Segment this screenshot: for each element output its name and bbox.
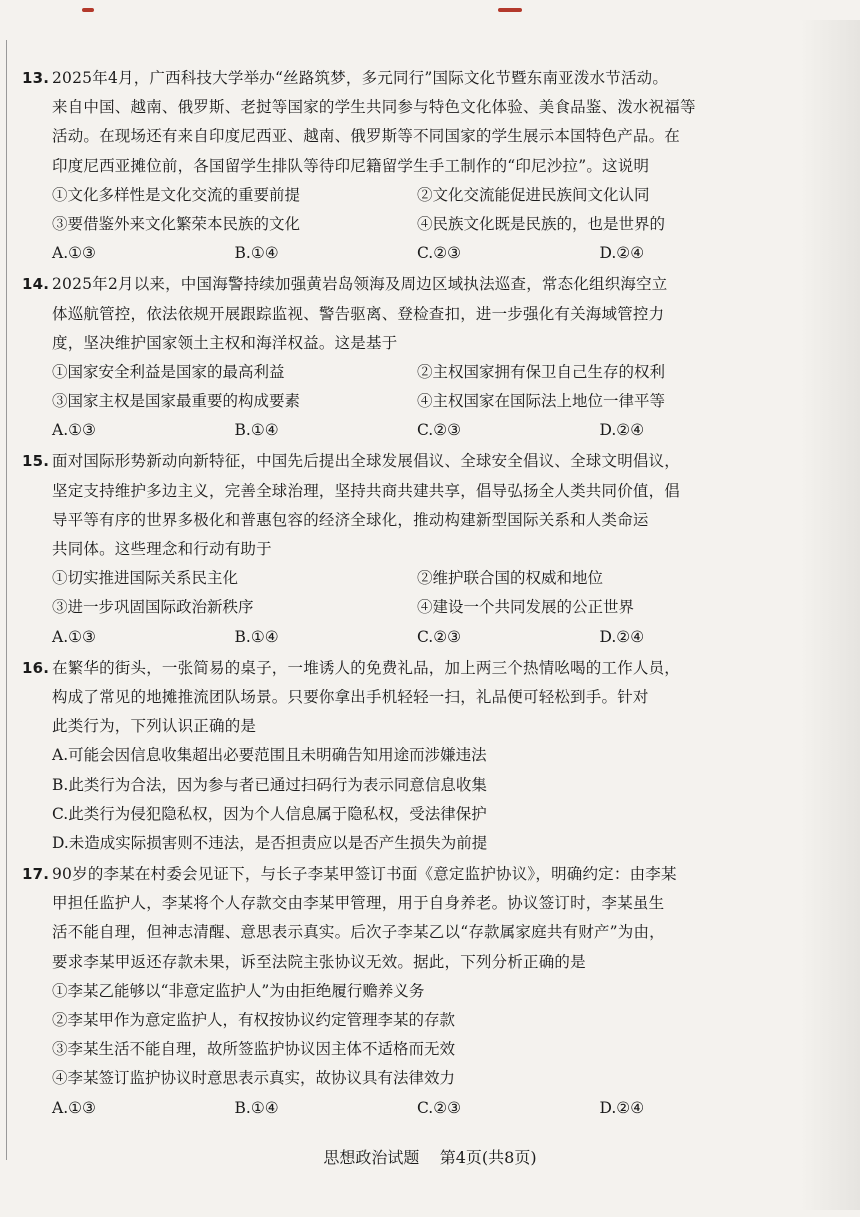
question-stem	[22, 654, 782, 742]
statement-2: ②主权国家拥有保卫自己生存的权利	[417, 362, 666, 381]
statement-1: ①文化多样性是文化交流的重要前提	[52, 185, 301, 204]
statement-2: ②维护联合国的权威和地位	[417, 569, 604, 588]
top-mark-left	[82, 8, 94, 12]
stem-line: 体巡航管控，依法依规开展跟踪监视、警告驱离、登检查扣，进一步强化有关海域管控力	[52, 304, 665, 323]
statement-3: ③进一步巩固国际政治新秩序	[52, 598, 254, 617]
statement-4: ④李某签订监护协议时意思表示真实，故协议具有法律效力	[52, 1069, 456, 1088]
choice-a: A.①③	[52, 1098, 96, 1117]
statement-1: ①切实推进国际关系民主化	[52, 569, 239, 588]
choice-b: B.①④	[234, 244, 279, 263]
choice-a: A.①③	[52, 244, 96, 263]
page-footer	[0, 1145, 860, 1168]
choice-b: B.①④	[234, 627, 279, 646]
choice-d: D.②④	[599, 421, 645, 440]
choice-d: D.②④	[599, 244, 645, 263]
stem-line: 在繁华的街头，一张简易的桌子，一堆诱人的免费礼品，加上两三个热情吆喝的工作人员，	[52, 658, 681, 677]
question-17	[22, 860, 782, 1123]
statement-2: ②李某甲作为意定监护人，有权按协议约定管理李某的存款	[52, 1011, 456, 1029]
stem-line: 2025年2月以来，中国海警持续加强黄岩岛领海及周边区域执法巡查，常态化组织海空立	[52, 275, 668, 294]
question-14	[22, 270, 782, 445]
stem-line: 要求李某甲返还存款未果，诉至法院主张协议无效。据此，下列分析正确的是	[52, 952, 586, 971]
question-13	[22, 64, 782, 268]
choice-c: C.②③	[417, 421, 462, 440]
stem-line: 活不能自理，但神志清醒、意思表示真实。后次子李某乙以“存款属家庭共有财产”为由，	[52, 923, 665, 942]
choice-d: D.②④	[599, 627, 645, 646]
top-mark-right	[498, 8, 522, 12]
question-stem	[22, 270, 782, 358]
option-c: C.此类行为侵犯隐私权，因为个人信息属于隐私权，受法律保护	[52, 804, 487, 823]
stem-line: 90岁的李某在村委会见证下，与长子李某甲签订书面《意定监护协议》，明确约定：由李某	[52, 865, 677, 884]
questions-area	[22, 64, 782, 1125]
choice-d: D.②④	[599, 1098, 645, 1117]
stem-line: 度，坚决维护国家领土主权和海洋权益。这是基于	[52, 333, 398, 352]
stem-line: 来自中国、越南、俄罗斯、老挝等国家的学生共同参与特色文化体验、美食品鉴、泼水祝福等	[52, 98, 696, 117]
statement-4: ④主权国家在国际法上地位一律平等	[417, 392, 666, 411]
statement-row	[22, 210, 782, 239]
stem-line: 2025年4月，广西科技大学举办“丝路筑梦，多元同行”国际文化节暨东南亚泼水节活动。	[52, 69, 669, 87]
question-stem	[22, 860, 782, 977]
statement-4: ④建设一个共同发展的公正世界	[417, 598, 635, 617]
stem-line: 此类行为，下列认识正确的是	[52, 717, 257, 736]
statement-row	[22, 593, 782, 622]
question-number: 16.	[22, 658, 50, 677]
statement-3: ③要借鉴外来文化繁荣本民族的文化	[52, 214, 301, 233]
choice-b: B.①④	[234, 1098, 279, 1117]
statement-row	[22, 564, 782, 593]
choice-row	[22, 239, 782, 268]
stem-line: 面对国际形势新动向新特征，中国先后提出全球发展倡议、全球安全倡议、全球文明倡议，	[52, 452, 681, 471]
stem-line: 构成了常见的地摊推流团队场景。只要你拿出手机轻轻一扫，礼品便可轻松到手。针对	[52, 687, 649, 706]
option-d: D.未造成实际损害则不违法，是否担责应以是否产生损失为前提	[52, 833, 488, 852]
left-margin-rule	[6, 40, 7, 1160]
choice-a: A.①③	[52, 421, 96, 440]
statement-4: ④民族文化既是民族的，也是世界的	[417, 214, 666, 233]
choice-row	[22, 416, 782, 445]
choice-a: A.①③	[52, 627, 96, 646]
question-number: 17.	[22, 865, 50, 884]
statement-row	[22, 387, 782, 416]
statement-1: ①国家安全利益是国家的最高利益	[52, 362, 285, 381]
question-stem	[22, 447, 782, 564]
choice-b: B.①④	[234, 421, 279, 440]
option-a: A.可能会因信息收集超出必要范围且未明确告知用途而涉嫌违法	[52, 746, 487, 765]
statement-row	[22, 181, 782, 210]
statement-1: ①李某乙能够以“非意定监护人”为由拒绝履行赡养义务	[52, 981, 425, 1000]
stem-line: 坚定支持维护多边主义，完善全球治理，坚持共商共建共享，倡导弘扬全人类共同价值，倡	[52, 481, 681, 500]
stem-line: 共同体。这些理念和行动有助于	[52, 540, 272, 558]
option-b: B.此类行为合法，因为参与者已通过扫码行为表示同意信息收集	[52, 775, 487, 794]
choice-row	[22, 623, 782, 652]
statement-3: ③李某生活不能自理，故所签监护协议因主体不适格而无效	[52, 1040, 456, 1059]
choice-c: C.②③	[417, 1098, 462, 1117]
footer-page-number: 第4页(共8页)	[439, 1148, 537, 1167]
question-15	[22, 447, 782, 651]
page-edge-shadow	[800, 20, 860, 1210]
question-number: 14.	[22, 275, 50, 294]
question-stem	[22, 64, 782, 181]
choice-row	[22, 1094, 782, 1123]
question-16	[22, 654, 782, 858]
statement-2: ②文化交流能促进民族间文化认同	[417, 185, 650, 204]
question-number: 15.	[22, 452, 50, 471]
choice-c: C.②③	[417, 244, 462, 263]
stem-line: 活动。在现场还有来自印度尼西亚、越南、俄罗斯等不同国家的学生展示本国特色产品。在	[52, 127, 681, 146]
footer-subject: 思想政治试题	[323, 1148, 420, 1167]
statement-row	[22, 358, 782, 387]
statement-3: ③国家主权是国家最重要的构成要素	[52, 392, 301, 411]
stem-line: 甲担任监护人，李某将个人存款交由李某甲管理，用于自身养老。协议签订时，李某虽生	[52, 894, 665, 913]
stem-line: 印度尼西亚摊位前，各国留学生排队等待印尼籍留学生手工制作的“印尼沙拉”。这说明	[52, 156, 650, 175]
choice-c: C.②③	[417, 627, 462, 646]
question-number: 13.	[22, 69, 50, 87]
stem-line: 导平等有序的世界多极化和普惠包容的经济全球化，推动构建新型国际关系和人类命运	[52, 510, 649, 529]
